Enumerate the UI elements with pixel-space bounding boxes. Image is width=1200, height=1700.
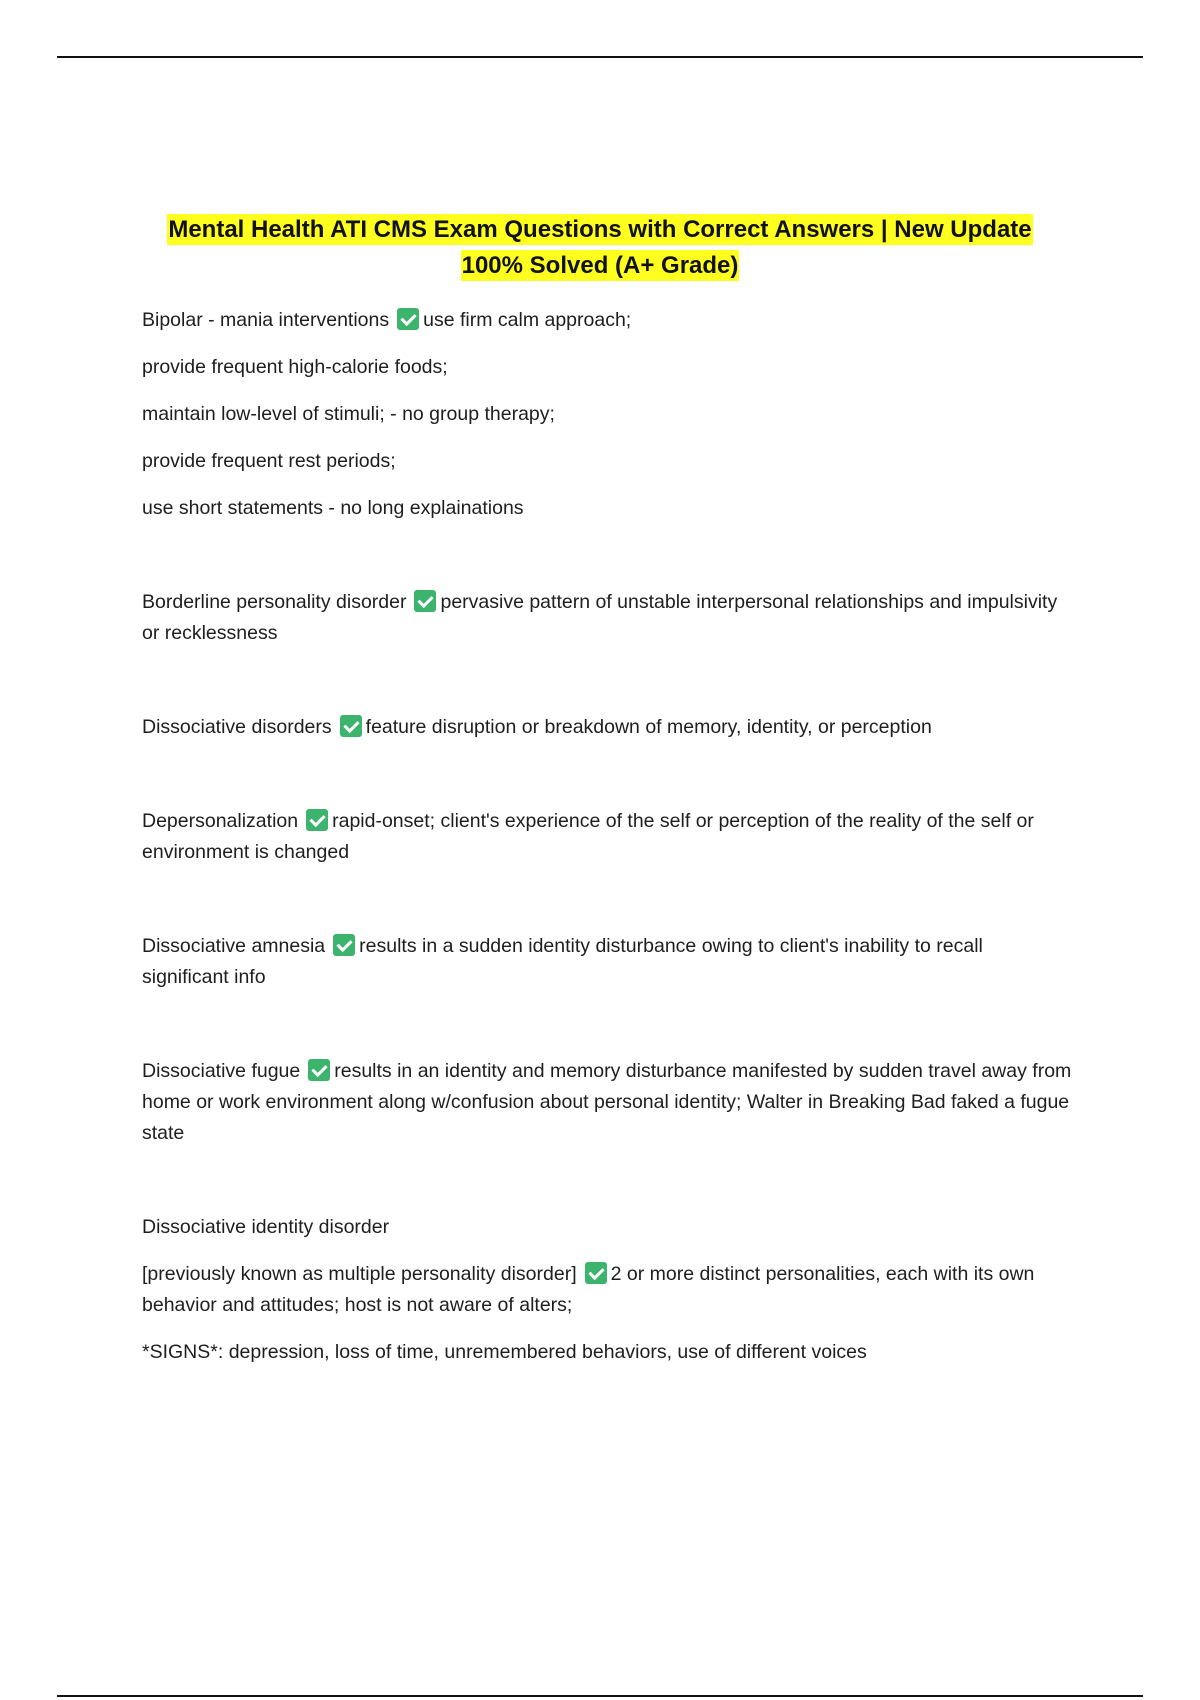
entry-line: provide frequent high-calorie foods; [142,356,448,378]
entry-term: Dissociative fugue [142,1060,301,1082]
check-mark-icon [308,1059,330,1081]
entry-signs: *SIGNS*: depression, loss of time, unremembered behaviors, use of different voices [142,1341,867,1363]
entry-line: use short statements - no long explainations [142,497,524,519]
entry-term: Borderline personality disorder [142,591,407,613]
entry-answer: results in an identity and memory disturbance manifested by sudden travel away from home or work environment along w/confusion about personal identity; Walter in Breaking Bad faked a fugue state [142,1060,1072,1144]
entry-answer: use firm calm approach; [423,309,632,331]
entry-depersonalization [142,806,1072,868]
entry-borderline [142,587,1072,649]
entry-term: Dissociative disorders [142,716,332,738]
entry-term: Bipolar - mania interventions [142,309,390,331]
check-mark-icon [333,934,355,956]
entry-dissociative-disorders [142,712,1072,743]
title-line-2: 100% Solved (A+ Grade) [461,252,739,279]
entry-dissociative-identity-disorder [142,1212,1072,1368]
check-mark-icon [397,308,419,330]
entry-term-continued: [previously known as multiple personality disorder] [142,1263,577,1285]
entry-dissociative-amnesia [142,931,1072,993]
entry-bipolar [142,305,1072,524]
entry-answer: pervasive pattern of unstable interpersonal relationships and impulsivity or recklessness [142,591,1058,644]
entry-dissociative-fugue [142,1056,1072,1149]
title-line-1: Mental Health ATI CMS Exam Questions with Correct Answers | New Update [168,216,1032,243]
entry-term: Depersonalization [142,810,299,832]
check-mark-icon [585,1262,607,1284]
entry-answer: feature disruption or breakdown of memory, identity, or perception [365,716,932,738]
entry-term: Dissociative identity disorder [142,1216,390,1238]
entry-answer: results in a sudden identity disturbance owing to client's inability to recall significant info [142,935,983,988]
document-body [142,305,1072,1384]
entry-answer: 2 or more distinct personalities, each with its own behavior and attitudes; host is not aware of alters; [142,1263,1035,1316]
entry-line: maintain low-level of stimuli; - no group therapy; [142,403,555,425]
bottom-rule [57,1695,1143,1697]
check-mark-icon [340,715,362,737]
check-mark-icon [306,809,328,831]
check-mark-icon [414,590,436,612]
entry-line: provide frequent rest periods; [142,450,396,472]
document-title [130,212,1070,284]
entry-term: Dissociative amnesia [142,935,326,957]
entry-answer: rapid-onset; client's experience of the self or perception of the reality of the self or environment is changed [142,810,1034,863]
top-rule [57,56,1143,58]
